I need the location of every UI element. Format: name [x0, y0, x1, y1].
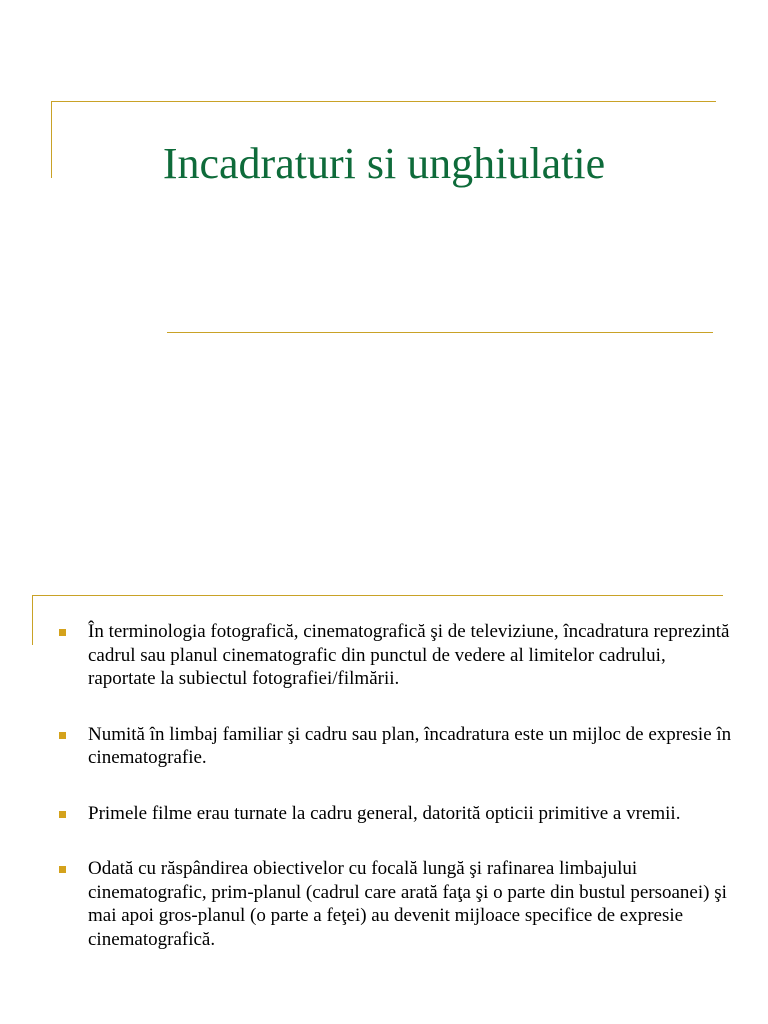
content-top-accent-line	[32, 595, 723, 596]
square-bullet-icon	[59, 629, 66, 636]
bullet-item	[57, 723, 737, 770]
content-slide	[0, 590, 768, 1024]
bullet-item	[57, 620, 737, 691]
top-accent-line	[52, 101, 716, 102]
square-bullet-icon	[59, 732, 66, 739]
bullet-text: Odată cu răspândirea obiectivelor cu focală lungă şi rafinarea limbajului cinematografic, prim-planul (cadrul care arată faţa şi o parte din bustul persoanei) şi mai apoi gros-planul (o parte a feţei) au devenit mijloace specifice de expresie cinematografică.	[88, 858, 727, 950]
slide-title: Incadraturi si unghiulatie	[162, 139, 606, 188]
bullet-text: Primele filme erau turnate la cadru general, datorită opticii primitive a vremii.	[88, 802, 681, 824]
square-bullet-icon	[59, 866, 66, 873]
square-bullet-icon	[59, 811, 66, 818]
subtitle-divider-line	[167, 332, 713, 333]
bullet-text: În terminologia fotografică, cinematografică şi de televiziune, încadratura reprezintă cadrul sau planul cinematografic din punctul de vedere al limitelor cadrului, raportate la subiectul fotografiei/filmării.	[88, 621, 730, 689]
bullet-text: Numită în limbaj familiar şi cadru sau plan, încadratura este un mijloc de expresie în cinematografie.	[88, 723, 732, 768]
bullet-item	[57, 857, 737, 951]
bullet-list	[57, 620, 737, 983]
content-left-accent-line	[32, 595, 33, 645]
bullet-item	[57, 802, 737, 826]
